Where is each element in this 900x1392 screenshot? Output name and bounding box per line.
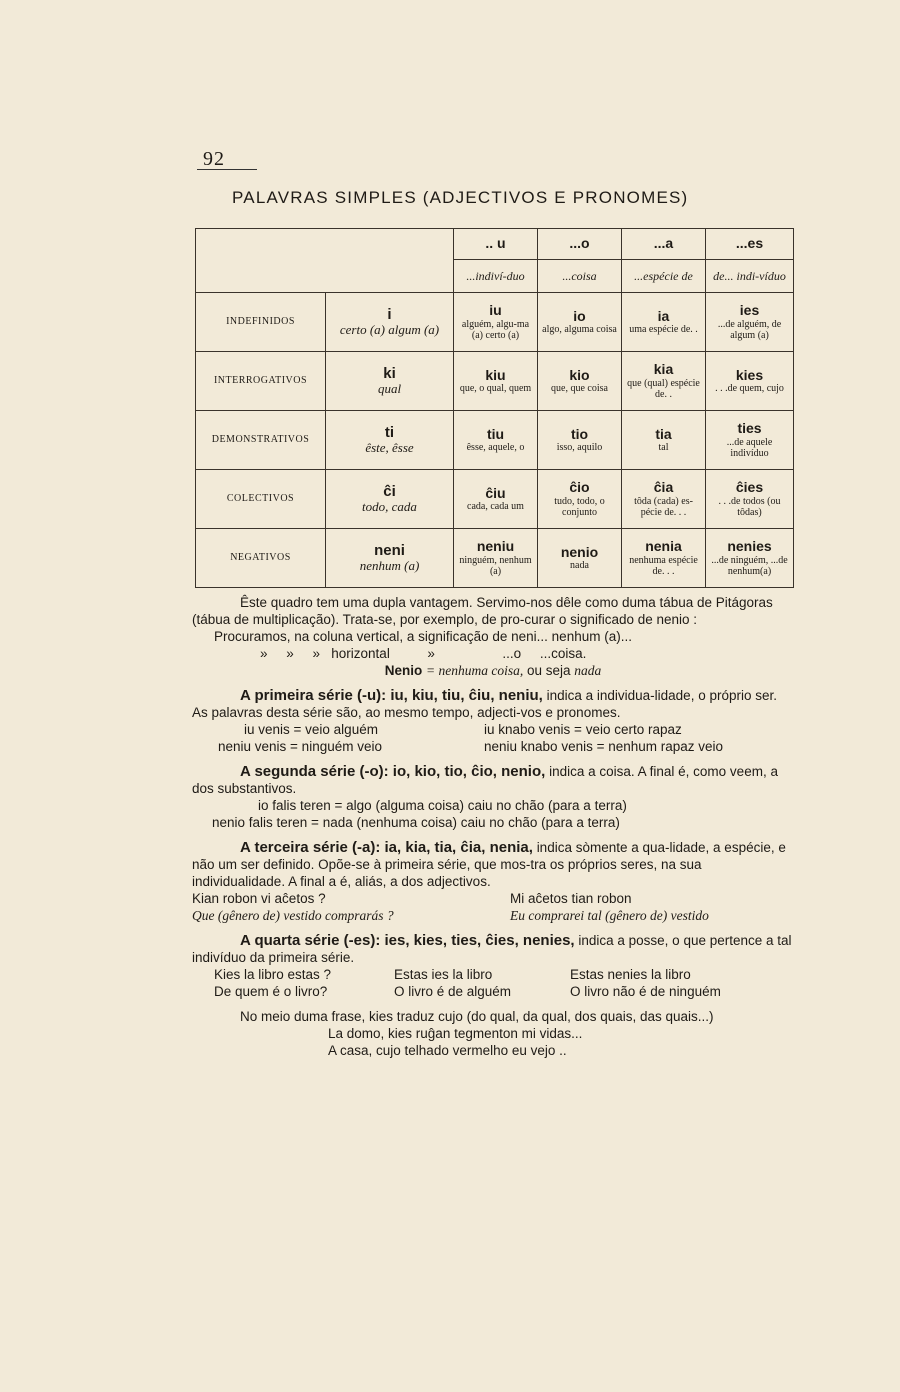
col-gloss-o: ...coisa [538,260,622,293]
row-category: COLECTIVOS [196,470,326,529]
col-header-es: ...es [706,229,794,260]
table-row [196,411,794,470]
table-cell: tiu êsse, aquele, o [454,411,538,470]
table-cell: nenia nenhuma espécie de. . . [622,529,706,588]
example-row: Kian robon vi aĉetos ? Mi aĉetos tian robon [192,891,632,906]
col-header-o: ...o [538,229,622,260]
intro-line-vertical: Procuramos, na coluna vertical, a significação de neni... nenhum (a)... [214,629,632,644]
table-cell: nenio nada [538,529,622,588]
section-third-series: A terceira série (-a): ia, kia, tia, ĉia, nenia, indica sòmente a qua-lidade, a espécie, e não um ser definido. Opõe-se à primeira série, que mos-tra os próprios seres, na sua individualidade. A final a é, aliás, a dos adjectivos. [192,839,786,889]
col-gloss-u: ...indiví-duo [454,260,538,293]
col-gloss-es: de... indi-víduo [706,260,794,293]
row-stem: ti êste, êsse [326,411,454,470]
table-cell: tia tal [622,411,706,470]
table-cell: kio que, que coisa [538,352,622,411]
example-row: La domo, kies ruĝan tegmenton mi vidas... [328,1026,583,1041]
example-row: De quem é o livro? O livro é de alguém O livro não é de ninguém [214,984,721,999]
example-row: A casa, cujo telhado vermelho eu vejo .. [328,1043,567,1058]
page-title: PALAVRAS SIMPLES (ADJECTIVOS E PRONOMES) [232,188,689,207]
page-body [192,594,794,1059]
example-row: iu venis = veio alguém iu knabo venis = veio certo rapaz [244,722,682,737]
table-cell: ĉio tudo, todo, o conjunto [538,470,622,529]
example-row: neniu venis = ninguém veio neniu knabo venis = nenhum rapaz veio [218,739,724,754]
row-stem: i certo (a) algum (a) [326,293,454,352]
example-row: Kies la libro estas ? Estas ies la libro Estas nenies la libro [214,967,691,982]
table-cell: io algo, alguma coisa [538,293,622,352]
intro-paragraph: Êste quadro tem uma dupla vantagem. Servimo-nos dêle como duma tábua de Pitágoras (tábua de multiplicação). Trata-se, por exemplo, de pro-curar o significado de nenio : [192,595,773,627]
col-header-u: .. u [454,229,538,260]
section-second-series: A segunda série (-o): io, kio, tio, ĉio, nenio, indica a coisa. A final é, como veem, a dos substantivos. [192,763,778,796]
table-corner [196,229,454,293]
table-cell: kia que (qual) espécie de. . [622,352,706,411]
table-row [196,470,794,529]
row-category: NEGATIVOS [196,529,326,588]
table-cell: ia uma espécie de. . [622,293,706,352]
page-number: 92 [203,148,257,170]
section-fourth-series: A quarta série (-es): ies, kies, ties, ĉies, nenies, indica a posse, o que pertence a tal indivíduo da primeira série. [192,932,792,965]
row-stem: ki qual [326,352,454,411]
col-header-a: ...a [622,229,706,260]
row-stem: neni nenhum (a) [326,529,454,588]
row-category: DEMONSTRATIVOS [196,411,326,470]
table-cell: nenies ...de ninguém, ...de nenhum(a) [706,529,794,588]
table-cell: tio isso, aquilo [538,411,622,470]
table-cell: neniu ninguém, nenhum (a) [454,529,538,588]
table-cell: ties ...de aquele indivíduo [706,411,794,470]
section-first-series: A primeira série (-u): iu, kiu, tiu, ĉiu, neniu, indica a individua-lidade, o próprio ser. As palavras desta série são, ao mesmo tempo, adjecti-vos e pronomes. [192,687,777,720]
closing-paragraph: No meio duma frase, kies traduz cujo (do qual, da qual, dos quais, das quais...) [240,1009,714,1024]
example-row: Que (gênero de) vestido comprarás ? Eu comprarei tal (gênero de) vestido [192,908,709,923]
table-header-row [196,229,794,260]
table-cell: iu alguém, algu-ma (a) certo (a) [454,293,538,352]
table-row [196,352,794,411]
table-row [196,293,794,352]
intro-line-horizontal: » » » horizontal » ...o ...coisa. [260,646,587,661]
row-category: INTERROGATIVOS [196,352,326,411]
intro-line-result: Nenio = nenhuma coisa, ou seja nada [384,663,602,678]
correlatives-table [195,228,794,588]
row-stem: ĉi todo, cada [326,470,454,529]
table-cell: ĉiu cada, cada um [454,470,538,529]
row-category: INDEFINIDOS [196,293,326,352]
col-gloss-a: ...espécie de [622,260,706,293]
example-row: io falis teren = algo (alguma coisa) caiu no chão (para a terra) [258,798,627,813]
table-cell: kiu que, o qual, quem [454,352,538,411]
table-row [196,529,794,588]
table-cell: kies . . .de quem, cujo [706,352,794,411]
table-cell: ies ...de alguém, de algum (a) [706,293,794,352]
table-cell: ĉies . . .de todos (ou tôdas) [706,470,794,529]
example-row: nenio falis teren = nada (nenhuma coisa) caiu no chão (para a terra) [212,815,620,830]
table-cell: ĉia tôda (cada) es-pécie de. . . [622,470,706,529]
